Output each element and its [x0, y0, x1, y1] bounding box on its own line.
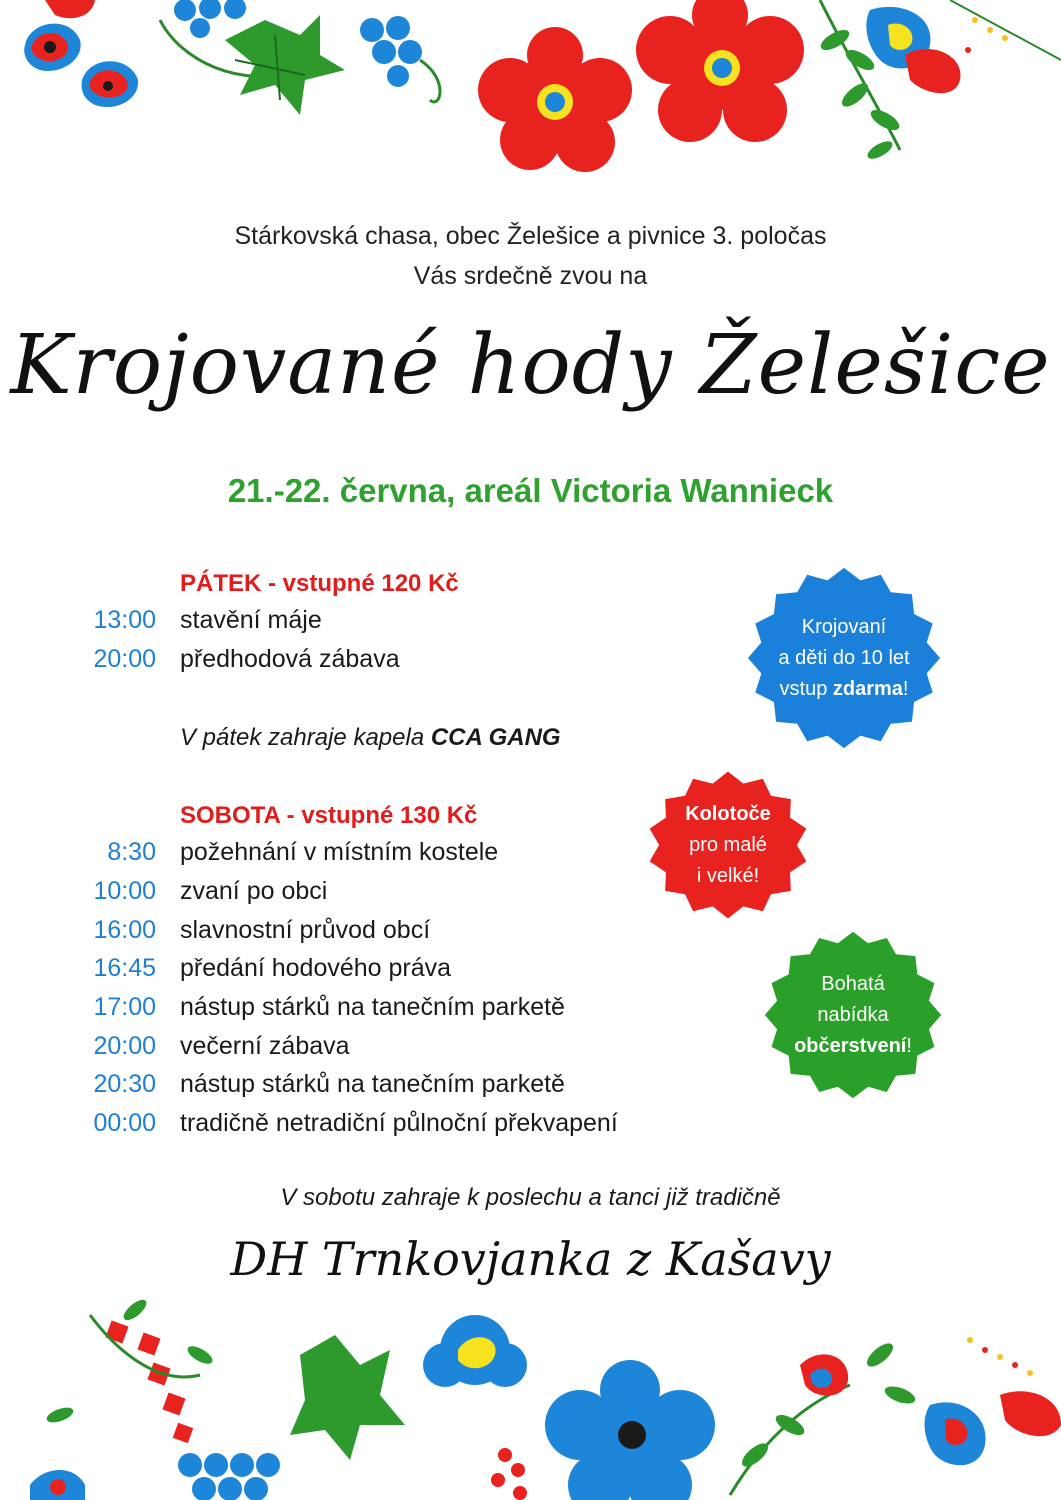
red-bud-icon [45, 0, 95, 18]
badge-kids-line1: Krojovaní [801, 615, 887, 638]
saturday-band-name: DH Trnkovjanka z Kašavy [230, 1232, 831, 1286]
badge-food-line3-suffix: ! [906, 1034, 912, 1057]
schedule-row [0, 916, 700, 948]
schedule-time: 20:30 [93, 1070, 156, 1098]
badge-kids-free-word: zdarma [832, 677, 903, 700]
friday-band-prefix: V pátek zahraje kapela [180, 724, 431, 751]
blue-bud-icon [30, 1470, 85, 1500]
schedule-time: 13:00 [93, 606, 156, 634]
grape-leaf-icon [225, 15, 345, 115]
badge-refreshments [763, 930, 943, 1100]
badge-carousel [646, 770, 810, 920]
blue-flower-icon [545, 1360, 715, 1500]
leaf-branch-icon [45, 1296, 215, 1425]
blue-flower-icon [423, 1315, 527, 1387]
schedule-time: 20:00 [93, 1032, 156, 1060]
schedule-row [0, 1032, 700, 1064]
saturday-band-note: V sobotu zahraje k poslechu a tanci již tradičně [280, 1184, 781, 1211]
red-bud-icon [800, 1354, 848, 1395]
schedule-event: předhodová zábava [180, 645, 400, 673]
schedule-row [0, 1109, 700, 1141]
schedule-time: 16:00 [93, 916, 156, 944]
red-squares-ornament-icon [105, 1320, 193, 1443]
badge-kids-line3-suffix: ! [902, 677, 909, 700]
schedule-row [0, 606, 700, 638]
schedule-row [0, 1070, 700, 1102]
floral-top-decoration [0, 0, 1061, 200]
schedule-row [0, 877, 700, 909]
yellow-dots-icon [965, 17, 1008, 53]
badge-food-bold-word: občerstvení [794, 1034, 907, 1057]
event-date-venue: 21.-22. června, areál Victoria Wannieck [227, 472, 834, 509]
schedule-event: zvaní po obci [180, 877, 328, 905]
red-bud-icon [24, 24, 80, 71]
blue-berries-icon [178, 1453, 280, 1500]
badge-carousel-line1: Kolotoče [685, 802, 771, 825]
badge-carousel-line3: i velké! [696, 864, 760, 887]
badge-kids-line3-prefix: vstup [779, 677, 833, 700]
badge-kids-line3 [780, 674, 909, 705]
schedule-event: tradičně netradiční půlnoční překvapení [180, 1109, 618, 1137]
schedule-time: 8:30 [107, 838, 156, 866]
red-berries-icon [491, 1448, 527, 1500]
friday-heading: PÁTEK - vstupné 120 Kč [180, 570, 459, 597]
schedule-time: 17:00 [93, 993, 156, 1021]
schedule-time: 00:00 [93, 1109, 156, 1137]
blue-tulip-icon [925, 1402, 986, 1465]
schedule-event: večerní zábava [180, 1032, 350, 1060]
badge-kids-free [746, 566, 942, 750]
intro-line-invite: Vás srdečně zvou na [413, 262, 648, 290]
floral-bottom-decoration [0, 1295, 1061, 1500]
friday-band-note [180, 724, 561, 752]
schedule-time: 20:00 [93, 645, 156, 673]
schedule-row [0, 954, 700, 986]
schedule-event: předání hodového práva [180, 954, 452, 982]
badge-food-line3 [794, 1031, 912, 1062]
red-bud-icon [905, 49, 960, 93]
red-flower-icon [636, 0, 804, 142]
schedule-event: stavění máje [180, 606, 322, 634]
friday-band-name: CCA GANG [430, 724, 561, 751]
schedule-row [0, 993, 700, 1025]
saturday-heading: SOBOTA - vstupné 130 Kč [180, 802, 478, 829]
red-bud-icon [82, 61, 139, 107]
badge-kids-line2: a děti do 10 let [778, 646, 910, 669]
schedule-row [0, 838, 700, 870]
event-title: Krojované hody Želešice [10, 318, 1051, 413]
red-bud-icon [1000, 1391, 1061, 1436]
schedule-event: slavnostní průvod obcí [180, 916, 431, 944]
schedule-event: požehnání v místním kostele [180, 838, 499, 866]
grape-leaf-icon [290, 1335, 405, 1460]
badge-food-line1: Bohatá [821, 972, 885, 995]
schedule-time: 10:00 [93, 877, 156, 905]
schedule-row [0, 645, 700, 677]
schedule-event: nástup stárků na tanečním parketě [180, 1070, 565, 1098]
badge-food-line2: nabídka [817, 1003, 889, 1026]
red-flower-icon [478, 27, 632, 172]
schedule-time: 16:45 [93, 954, 156, 982]
schedule-event: nástup stárků na tanečním parketě [180, 993, 565, 1021]
badge-carousel-line2: pro malé [689, 833, 767, 856]
yellow-dots-icon [967, 1337, 1033, 1376]
intro-line-organizers: Stárkovská chasa, obec Želešice a pivnice 3. poločas [234, 222, 827, 250]
